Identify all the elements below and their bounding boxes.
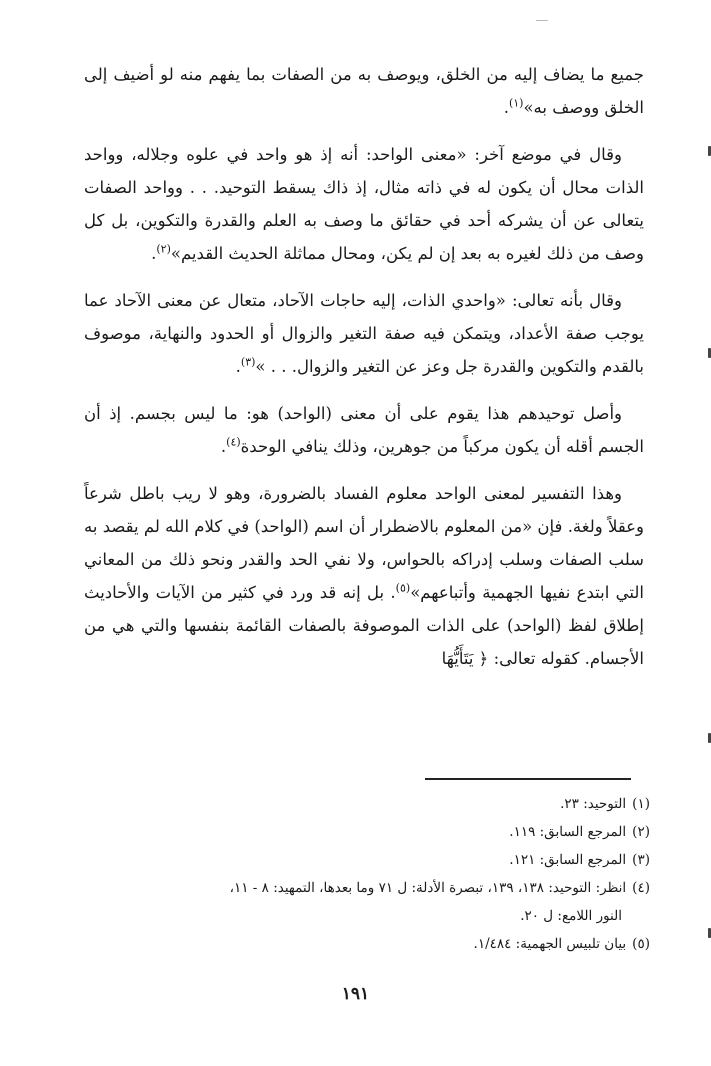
footnote-ref-1[interactable]: (١) (508, 96, 524, 110)
paragraph-2 (84, 138, 644, 270)
paragraph-3 (84, 284, 644, 383)
footnote-ref-3[interactable]: (٣) (240, 355, 256, 369)
footnote-2 (80, 818, 650, 846)
footnotes (80, 790, 650, 958)
footnote-number: (٤) (632, 880, 650, 896)
footnote-number: (١) (632, 796, 650, 812)
top-mark (536, 20, 548, 21)
paragraph-text: وقال في موضع آخر: «معنى الواحد: أنه إذ هو واحد في علوه وجلاله، وواحد الذات محال أن يكون له في ذاته مثال، إذ ذاك يسقط التوحيد. . . وواحد الصفات يتعالى عن أن يشركه أحد في حقائق ما وصف به العلم والقدرة والتكوين، بل كل وصف من ذلك لغيره به بعد إن لم يكن، ومحال مماثلة الحديث القديم» (84, 145, 644, 263)
paragraph-tail: . بل إنه قد ورد في كثير من الآيات والأحاديث إطلاق لفظ (الواحد) على الذات الموصوفة بالصفات القائمة بنفسها والتي هي من الأجسام. كقوله تعالى: ﴿ يَتَأَيُّهَا (84, 583, 644, 668)
footnote-number: (٢) (632, 824, 650, 840)
footnote-1 (80, 790, 650, 818)
footnote-text: التوحيد: ٢٣. (560, 796, 627, 812)
paragraph-tail: . (235, 357, 241, 376)
footnote-ref-5[interactable]: (٥) (395, 581, 411, 595)
paragraph-tail: . (151, 244, 157, 263)
footnote-ref-2[interactable]: (٢) (156, 242, 171, 256)
footnote-4 (80, 874, 650, 930)
footnote-text: المرجع السابق: ١٢١. (509, 852, 627, 868)
paragraph-tail: . (220, 437, 227, 456)
paragraph-5 (84, 477, 644, 675)
footnote-3 (80, 846, 650, 874)
paragraph-text: وقال بأنه تعالى: «واحدي الذات، إليه حاجات الآحاد، متعال عن معنى الآحاد عما يوجب صفة الأعداد، ويتمكن فيه صفة التغير والزوال أو الحدود والنهاية، موصوف بالقدم والتكوين والقدرة جل وعز عن التغير والزوال. . . » (84, 291, 644, 376)
paragraph-text: وهذا التفسير لمعنى الواحد معلوم الفساد بالضرورة، وهو لا ريب باطل شرعاً وعقلاً ولغة. فإن «من المعلوم بالاضطرار أن اسم (الواحد) في كلام الله لم يقصد به سلب الصفات وسلب إدراكه بالحواس، ولا نفي الحد والقدر ونحو ذلك من المعاني التي ابتدع نفيها الجهمية وأتباعهم» (84, 484, 645, 602)
footnote-text: انظر: التوحيد: ١٣٨، ١٣٩، تبصرة الأدلة: ل ٧١ وما بعدها، التمهيد: ٨ - ١١، (229, 880, 627, 896)
footnote-number: (٣) (632, 852, 650, 868)
footnote-text: المرجع السابق: ١١٩. (509, 824, 627, 840)
paragraph-1 (84, 58, 644, 124)
paragraph-text: وأصل توحيدهم هذا يقوم على أن معنى (الواحد) هو: ما ليس بجسم. إذ أن الجسم أقله أن يكون مركباً من جوهرين، وذلك ينافي الوحدة (84, 404, 644, 456)
footnote-text: بيان تلبيس الجهمية: ١/٤٨٤. (473, 936, 627, 952)
footnote-ref-4[interactable]: (٤) (226, 435, 241, 449)
footnote-divider (425, 778, 631, 780)
footnote-5 (80, 930, 650, 958)
footnote-number: (٥) (632, 936, 650, 952)
footnote-continuation: النور اللامع: ل ٢٠. (520, 908, 622, 924)
paragraph-4 (84, 397, 644, 463)
paragraph-text: جميع ما يضاف إليه من الخلق، ويوصف به من الصفات بما يفهم منه لو أضيف إلى الخلق ووصف به» (84, 65, 644, 117)
paragraph-tail: . (503, 98, 509, 117)
page-body (84, 58, 644, 689)
page-number: ١٩١ (341, 984, 370, 1004)
